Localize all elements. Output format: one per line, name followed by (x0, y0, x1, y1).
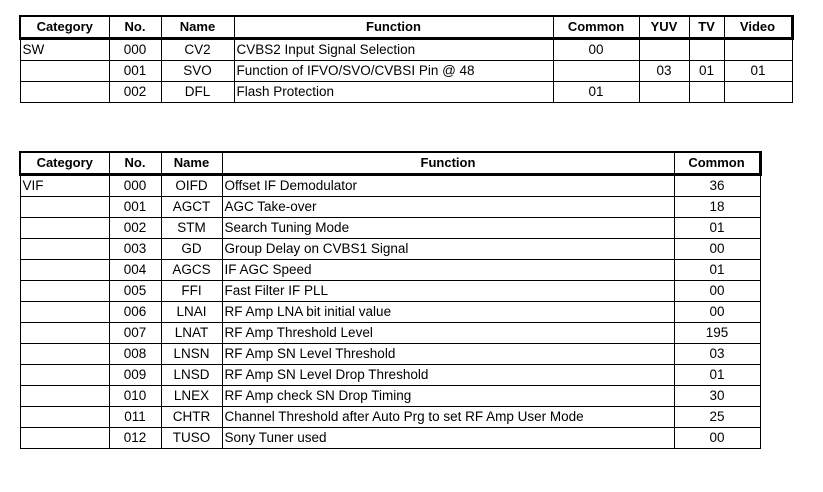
header-function: Function (222, 152, 674, 175)
function-cell: Sony Tuner used (222, 428, 674, 449)
table-row (20, 365, 760, 386)
function-cell: Fast Filter IF PLL (222, 281, 674, 302)
category-cell (20, 365, 109, 386)
name-cell: GD (161, 239, 222, 260)
tv-cell (689, 82, 724, 103)
name-cell: TUSO (161, 428, 222, 449)
category-cell (20, 428, 109, 449)
header-function: Function (234, 16, 553, 39)
table-header-row (20, 16, 792, 39)
no-cell: 006 (109, 302, 161, 323)
table-row (20, 281, 760, 302)
yuv-cell (639, 39, 689, 61)
category-cell (20, 218, 109, 239)
category-cell (20, 281, 109, 302)
table-row (20, 175, 760, 197)
common-cell: 01 (674, 260, 760, 281)
header-category: Category (20, 152, 109, 175)
no-cell: 007 (109, 323, 161, 344)
name-cell: LNSN (161, 344, 222, 365)
table-row (20, 260, 760, 281)
sw-table-body (20, 39, 792, 103)
name-cell: CV2 (161, 39, 234, 61)
header-no: No. (109, 16, 161, 39)
no-cell: 001 (109, 197, 161, 218)
category-cell (20, 239, 109, 260)
name-cell: FFI (161, 281, 222, 302)
vif-table-body (20, 175, 760, 449)
header-common: Common (674, 152, 760, 175)
common-cell: 36 (674, 175, 760, 197)
video-cell (724, 82, 792, 103)
table-row (20, 344, 760, 365)
table-row (20, 302, 760, 323)
function-cell: Flash Protection (234, 82, 553, 103)
name-cell: LNAT (161, 323, 222, 344)
name-cell: LNSD (161, 365, 222, 386)
name-cell: AGCS (161, 260, 222, 281)
tv-cell (689, 39, 724, 61)
category-cell (20, 386, 109, 407)
table-row (20, 428, 760, 449)
header-yuv: YUV (639, 16, 689, 39)
common-cell: 00 (674, 281, 760, 302)
common-cell: 01 (674, 365, 760, 386)
name-cell: AGCT (161, 197, 222, 218)
function-cell: IF AGC Speed (222, 260, 674, 281)
no-cell: 009 (109, 365, 161, 386)
function-cell: Function of IFVO/SVO/CVBSI Pin @ 48 (234, 61, 553, 82)
category-cell: VIF (20, 175, 109, 197)
table-row (20, 386, 760, 407)
name-cell: OIFD (161, 175, 222, 197)
table-row (20, 197, 760, 218)
category-cell (20, 260, 109, 281)
function-cell: AGC Take-over (222, 197, 674, 218)
no-cell: 012 (109, 428, 161, 449)
no-cell: 011 (109, 407, 161, 428)
name-cell: DFL (161, 82, 234, 103)
category-cell: SW (20, 39, 109, 61)
tv-cell: 01 (689, 61, 724, 82)
common-cell: 01 (674, 218, 760, 239)
table-row (20, 61, 792, 82)
function-cell: RF Amp check SN Drop Timing (222, 386, 674, 407)
header-name: Name (161, 152, 222, 175)
function-cell: RF Amp SN Level Threshold (222, 344, 674, 365)
category-cell (20, 197, 109, 218)
common-cell: 00 (674, 239, 760, 260)
common-cell: 00 (674, 302, 760, 323)
common-cell: 18 (674, 197, 760, 218)
no-cell: 002 (109, 82, 161, 103)
table-row (20, 407, 760, 428)
category-cell (20, 407, 109, 428)
header-video: Video (724, 16, 792, 39)
function-cell: CVBS2 Input Signal Selection (234, 39, 553, 61)
no-cell: 005 (109, 281, 161, 302)
table-row (20, 82, 792, 103)
name-cell: LNAI (161, 302, 222, 323)
function-cell: Search Tuning Mode (222, 218, 674, 239)
function-cell: RF Amp LNA bit initial value (222, 302, 674, 323)
no-cell: 008 (109, 344, 161, 365)
category-cell (20, 61, 109, 82)
table-row (20, 239, 760, 260)
name-cell: STM (161, 218, 222, 239)
common-cell: 30 (674, 386, 760, 407)
table-row (20, 323, 760, 344)
common-cell (553, 61, 639, 82)
common-cell: 25 (674, 407, 760, 428)
table-row (20, 39, 792, 61)
no-cell: 002 (109, 218, 161, 239)
function-cell: RF Amp SN Level Drop Threshold (222, 365, 674, 386)
table-header-row (20, 152, 760, 175)
header-common: Common (553, 16, 639, 39)
vif-parameter-table (19, 151, 762, 449)
name-cell: CHTR (161, 407, 222, 428)
function-cell: Offset IF Demodulator (222, 175, 674, 197)
no-cell: 003 (109, 239, 161, 260)
function-cell: RF Amp Threshold Level (222, 323, 674, 344)
common-cell: 03 (674, 344, 760, 365)
video-cell (724, 39, 792, 61)
no-cell: 010 (109, 386, 161, 407)
category-cell (20, 344, 109, 365)
header-name: Name (161, 16, 234, 39)
category-cell (20, 302, 109, 323)
yuv-cell: 03 (639, 61, 689, 82)
sw-parameter-table (19, 15, 794, 103)
no-cell: 001 (109, 61, 161, 82)
header-no: No. (109, 152, 161, 175)
name-cell: SVO (161, 61, 234, 82)
yuv-cell (639, 82, 689, 103)
function-cell: Group Delay on CVBS1 Signal (222, 239, 674, 260)
name-cell: LNEX (161, 386, 222, 407)
common-cell: 195 (674, 323, 760, 344)
category-cell (20, 323, 109, 344)
function-cell: Channel Threshold after Auto Prg to set RF Amp User Mode (222, 407, 674, 428)
no-cell: 000 (109, 175, 161, 197)
no-cell: 000 (109, 39, 161, 61)
common-cell: 01 (553, 82, 639, 103)
common-cell: 00 (674, 428, 760, 449)
no-cell: 004 (109, 260, 161, 281)
header-category: Category (20, 16, 109, 39)
video-cell: 01 (724, 61, 792, 82)
header-tv: TV (689, 16, 724, 39)
common-cell: 00 (553, 39, 639, 61)
category-cell (20, 82, 109, 103)
table-row (20, 218, 760, 239)
